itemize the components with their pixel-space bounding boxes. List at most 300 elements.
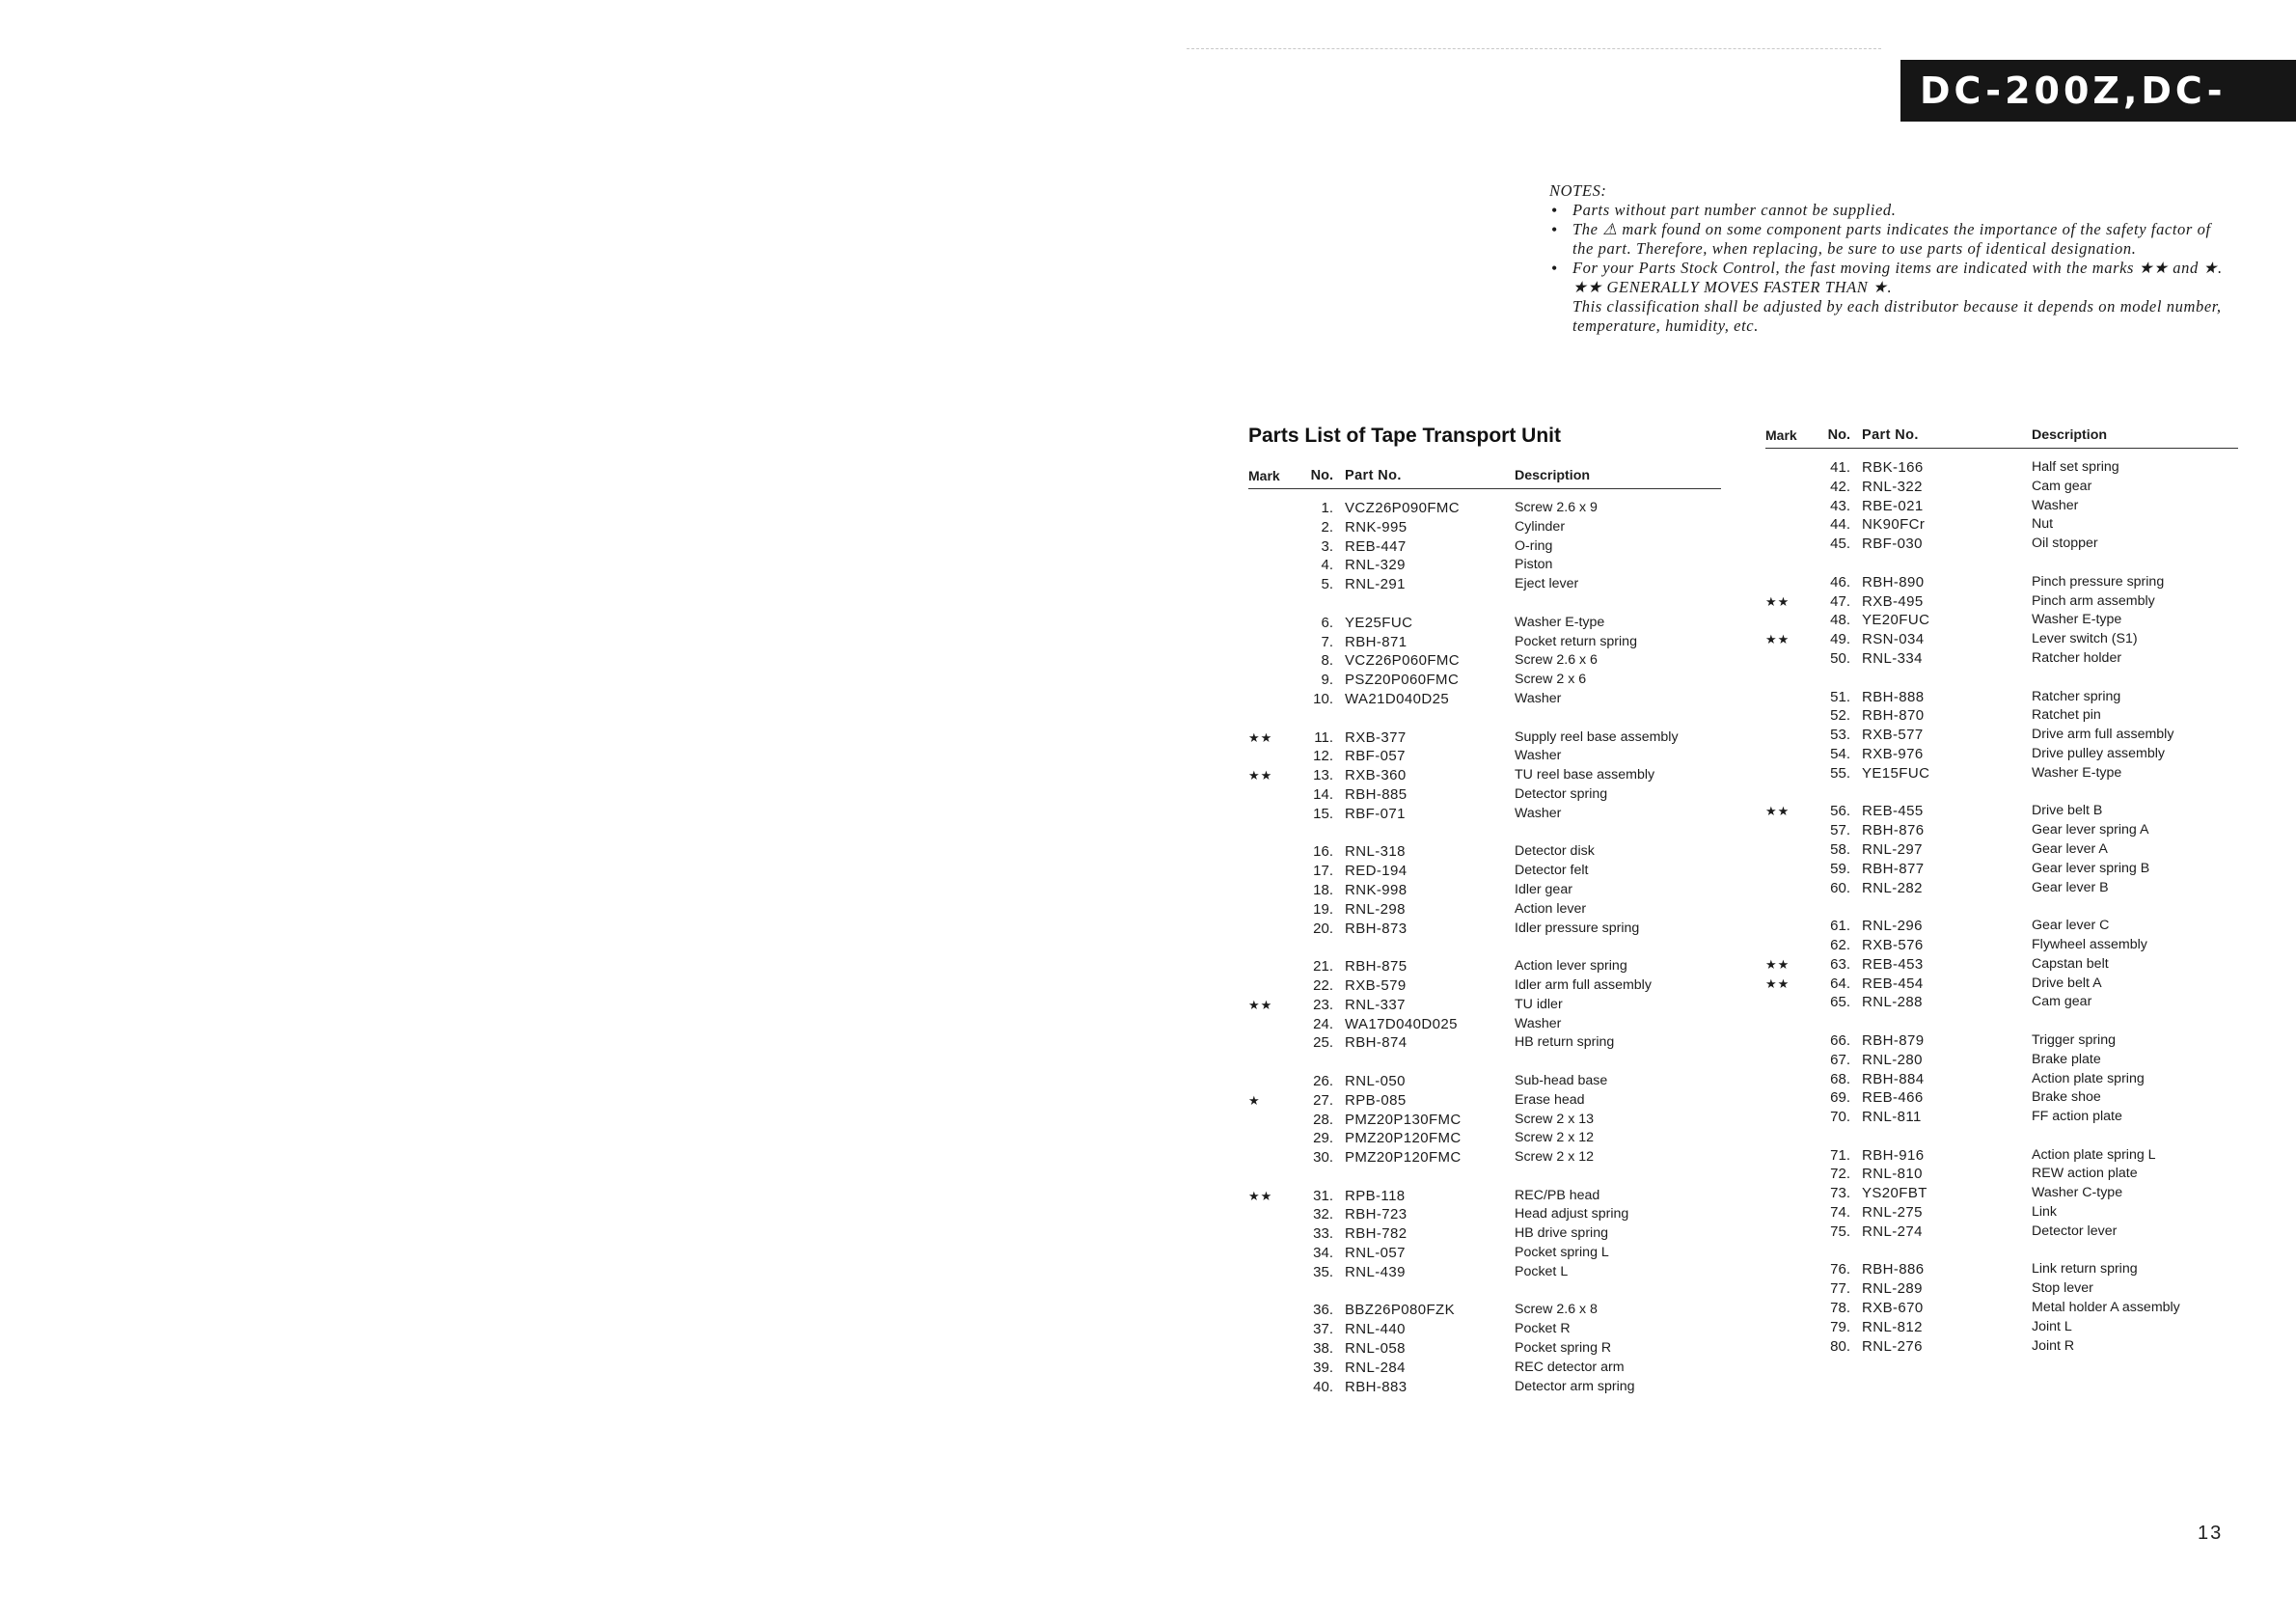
- row-number: 31.: [1313, 1187, 1333, 1204]
- row-description: Detector felt: [1515, 863, 1589, 879]
- row-description: Screw 2.6 x 9: [1515, 500, 1598, 515]
- row-part-number: NK90FCr: [1862, 516, 1926, 534]
- row-mark: ★★: [1765, 593, 1790, 609]
- row-mark: ★★: [1248, 1188, 1273, 1203]
- row-part-number: RBH-884: [1862, 1070, 1925, 1087]
- row-number: 63.: [1830, 955, 1850, 973]
- row-description: Washer: [1515, 748, 1562, 764]
- row-description: REW action plate: [2032, 1166, 2138, 1182]
- row-part-number: RNL-318: [1345, 843, 1406, 861]
- row-part-number: RNL-280: [1862, 1051, 1923, 1068]
- table-row: [1248, 518, 1721, 537]
- row-part-number: RNL-329: [1345, 557, 1406, 574]
- row-number: 51.: [1830, 688, 1850, 705]
- row-part-number: RBH-782: [1345, 1225, 1408, 1243]
- row-part-number: REB-447: [1345, 537, 1407, 555]
- note-sub-line: ★★ GENERALLY MOVES FASTER THAN ★.: [1572, 278, 1893, 296]
- row-part-number: RBH-876: [1862, 822, 1925, 839]
- row-number: 8.: [1321, 652, 1333, 670]
- row-number: 78.: [1830, 1300, 1850, 1317]
- row-number: 42.: [1830, 478, 1850, 495]
- row-description: Washer C-type: [2032, 1185, 2123, 1201]
- row-description: Screw 2 x 6: [1515, 672, 1587, 688]
- table-header: [1248, 467, 1721, 489]
- row-part-number: RBH-877: [1862, 860, 1925, 877]
- table-row: [1765, 1088, 2238, 1108]
- row-part-number: BBZ26P080FZK: [1345, 1302, 1456, 1319]
- table-row: [1765, 1146, 2238, 1166]
- row-number: 73.: [1830, 1185, 1850, 1202]
- notes-list: [1549, 201, 2229, 278]
- row-number: 54.: [1830, 745, 1850, 762]
- table-row: [1248, 881, 1721, 900]
- table-row: [1248, 1111, 1721, 1130]
- row-description: Pocket spring L: [1515, 1245, 1609, 1261]
- row-part-number: RNL-050: [1345, 1072, 1406, 1089]
- table-row: [1248, 785, 1721, 805]
- row-part-number: RNL-289: [1862, 1280, 1923, 1298]
- row-description: Action lever spring: [1515, 958, 1627, 975]
- row-description: Action lever: [1515, 900, 1587, 917]
- table-row: [1765, 1318, 2238, 1337]
- row-number: 7.: [1321, 633, 1333, 650]
- row-description: Supply reel base assembly: [1515, 728, 1679, 745]
- row-part-number: RNL-812: [1862, 1318, 1923, 1335]
- row-number: 57.: [1830, 822, 1850, 839]
- table-row: [1765, 764, 2238, 783]
- row-part-number: RSN-034: [1862, 631, 1925, 648]
- row-number: 68.: [1830, 1070, 1850, 1087]
- row-description: Washer: [1515, 1015, 1562, 1031]
- row-part-number: PSZ20P060FMC: [1345, 672, 1460, 689]
- row-number: 17.: [1313, 863, 1333, 880]
- table-row: [1248, 766, 1721, 785]
- row-description: Brake shoe: [2032, 1089, 2101, 1106]
- row-number: 62.: [1830, 936, 1850, 953]
- row-description: Washer: [2032, 497, 2079, 513]
- row-description: Washer: [1515, 690, 1562, 706]
- table-row: [1765, 917, 2238, 936]
- row-part-number: YE15FUC: [1862, 764, 1930, 782]
- row-number: 72.: [1830, 1166, 1850, 1183]
- row-number: 49.: [1830, 631, 1850, 648]
- row-part-number: YE20FUC: [1862, 612, 1930, 629]
- row-description: Screw 2 x 13: [1515, 1111, 1595, 1127]
- table-row: [1248, 728, 1721, 748]
- header-mark: Mark: [1765, 427, 1797, 443]
- table-row: [1765, 630, 2238, 649]
- notes-block: [1549, 181, 2229, 336]
- row-part-number: PMZ20P120FMC: [1345, 1130, 1462, 1147]
- table-row: [1248, 1033, 1721, 1053]
- row-part-number: RBF-057: [1345, 748, 1406, 765]
- row-description: Pocket L: [1515, 1263, 1569, 1279]
- model-banner: DC-200Z,DC-201Z: [1900, 60, 2296, 122]
- table-row: [1765, 1184, 2238, 1203]
- row-mark: ★★: [1765, 975, 1790, 991]
- row-part-number: RNL-058: [1345, 1340, 1406, 1358]
- row-description: TU idler: [1515, 996, 1563, 1012]
- table-row: [1248, 614, 1721, 633]
- row-number: 53.: [1830, 727, 1850, 744]
- row-number: 33.: [1313, 1225, 1333, 1243]
- row-part-number: RXB-377: [1345, 728, 1407, 746]
- row-number: 14.: [1313, 785, 1333, 803]
- row-number: 29.: [1313, 1130, 1333, 1147]
- header-desc: Description: [1515, 468, 1591, 483]
- row-number: 56.: [1830, 803, 1850, 820]
- row-number: 46.: [1830, 573, 1850, 591]
- row-description: Pocket R: [1515, 1321, 1571, 1337]
- row-part-number: RBH-723: [1345, 1206, 1408, 1223]
- row-description: Capstan belt: [2032, 955, 2109, 972]
- row-description: O-ring: [1515, 537, 1553, 554]
- table-row: [1248, 499, 1721, 518]
- row-part-number: RBH-883: [1345, 1378, 1408, 1395]
- table-row: [1765, 1299, 2238, 1318]
- table-row: [1765, 592, 2238, 612]
- row-number: 36.: [1313, 1302, 1333, 1319]
- table-row: [1765, 649, 2238, 669]
- row-description: Detector spring: [1515, 785, 1608, 802]
- row-part-number: RNL-282: [1862, 879, 1923, 896]
- row-number: 66.: [1830, 1031, 1850, 1049]
- row-part-number: RBH-873: [1345, 920, 1408, 937]
- table-row: [1765, 611, 2238, 630]
- row-part-number: RNL-057: [1345, 1245, 1406, 1262]
- table-row: [1765, 860, 2238, 879]
- row-part-number: RBH-875: [1345, 958, 1408, 975]
- row-number: 32.: [1313, 1206, 1333, 1223]
- row-description: Joint L: [2032, 1318, 2072, 1334]
- row-number: 2.: [1321, 518, 1333, 536]
- row-description: Nut: [2032, 516, 2054, 533]
- row-number: 44.: [1830, 516, 1850, 534]
- table-row: [1248, 996, 1721, 1015]
- row-description: Drive belt A: [2032, 975, 2102, 991]
- row-part-number: RNL-811: [1862, 1109, 1922, 1126]
- table-row: [1248, 556, 1721, 575]
- row-number: 10.: [1313, 690, 1333, 707]
- table-row: [1765, 975, 2238, 994]
- row-mark: ★★: [1765, 804, 1790, 819]
- row-description: HB return spring: [1515, 1034, 1615, 1051]
- row-number: 18.: [1313, 881, 1333, 898]
- row-part-number: RXB-495: [1862, 592, 1924, 610]
- row-number: 40.: [1313, 1378, 1333, 1395]
- row-description: Washer E-type: [2032, 764, 2122, 781]
- row-description: Oil stopper: [2032, 536, 2098, 552]
- table-row: [1248, 1359, 1721, 1378]
- row-part-number: RBH-885: [1345, 785, 1408, 803]
- table-row: [1765, 745, 2238, 764]
- table-row: [1765, 840, 2238, 860]
- table-row: [1765, 821, 2238, 840]
- row-description: Washer: [1515, 805, 1562, 821]
- row-part-number: RBH-888: [1862, 688, 1925, 705]
- table-row: [1248, 1320, 1721, 1339]
- table-row: [1248, 1187, 1721, 1206]
- table-row: [1765, 706, 2238, 726]
- table-row: [1248, 805, 1721, 824]
- table-row: [1765, 1070, 2238, 1089]
- row-number: 70.: [1830, 1109, 1850, 1126]
- row-description: Action plate spring: [2032, 1070, 2145, 1086]
- row-description: Stop lever: [2032, 1280, 2093, 1297]
- row-number: 21.: [1313, 958, 1333, 975]
- table-row: [1765, 573, 2238, 592]
- row-part-number: RBE-021: [1862, 497, 1924, 514]
- row-part-number: RBH-916: [1862, 1146, 1925, 1164]
- parts-table-left: [1248, 467, 1721, 1396]
- header-part: Part No.: [1862, 427, 1919, 443]
- row-number: 30.: [1313, 1149, 1333, 1167]
- row-description: Ratcher holder: [2032, 649, 2122, 666]
- table-row: [1765, 879, 2238, 898]
- table-row: [1248, 1339, 1721, 1359]
- table-row: [1765, 936, 2238, 955]
- row-description: Idler gear: [1515, 881, 1572, 897]
- row-number: 25.: [1313, 1034, 1333, 1052]
- table-row: [1765, 1279, 2238, 1299]
- row-part-number: REB-454: [1862, 975, 1924, 992]
- row-description: Screw 2.6 x 8: [1515, 1302, 1598, 1318]
- table-row: [1765, 1165, 2238, 1184]
- row-part-number: RBH-871: [1345, 633, 1408, 650]
- table-row: [1248, 651, 1721, 671]
- table-row: [1765, 458, 2238, 478]
- row-number: 75.: [1830, 1223, 1850, 1240]
- row-description: Gear lever spring B: [2032, 860, 2150, 876]
- row-number: 50.: [1830, 649, 1850, 667]
- table-row: [1765, 993, 2238, 1012]
- row-part-number: REB-455: [1862, 803, 1924, 820]
- row-number: 55.: [1830, 764, 1850, 782]
- row-part-number: WA21D040D25: [1345, 690, 1450, 707]
- row-description: Drive pulley assembly: [2032, 745, 2165, 761]
- row-number: 26.: [1313, 1072, 1333, 1089]
- row-mark: ★★: [1765, 956, 1790, 972]
- row-part-number: RNL-284: [1345, 1359, 1406, 1376]
- table-row: [1248, 575, 1721, 594]
- row-description: Screw 2.6 x 6: [1515, 652, 1598, 669]
- row-description: Action plate spring L: [2032, 1146, 2156, 1163]
- row-description: Link return spring: [2032, 1261, 2138, 1278]
- parts-table-right: [1765, 426, 2238, 1356]
- row-description: Drive arm full assembly: [2032, 727, 2174, 743]
- row-part-number: RNL-334: [1862, 649, 1923, 667]
- row-part-number: RNL-275: [1862, 1204, 1923, 1222]
- row-part-number: RXB-670: [1862, 1300, 1924, 1317]
- row-number: 77.: [1830, 1280, 1850, 1298]
- row-part-number: PMZ20P130FMC: [1345, 1111, 1462, 1128]
- table-row: [1765, 688, 2238, 707]
- row-description: Detector lever: [2032, 1223, 2118, 1239]
- row-part-number: RPB-085: [1345, 1091, 1407, 1109]
- row-number: 67.: [1830, 1051, 1850, 1068]
- row-part-number: RBK-166: [1862, 459, 1924, 476]
- row-description: Trigger spring: [2032, 1031, 2116, 1048]
- table-row: [1765, 1108, 2238, 1127]
- row-part-number: VCZ26P090FMC: [1345, 500, 1461, 516]
- row-number: 23.: [1313, 996, 1333, 1013]
- table-row: [1248, 671, 1721, 690]
- row-number: 4.: [1321, 557, 1333, 574]
- table-row: [1765, 1223, 2238, 1242]
- row-description: Gear lever C: [2032, 918, 2110, 934]
- row-part-number: RBF-071: [1345, 805, 1406, 822]
- table-row: [1248, 1224, 1721, 1244]
- row-part-number: RBH-890: [1862, 573, 1925, 591]
- row-number: 79.: [1830, 1318, 1850, 1335]
- row-number: 61.: [1830, 918, 1850, 935]
- row-number: 64.: [1830, 975, 1850, 992]
- row-number: 80.: [1830, 1337, 1850, 1355]
- row-description: TU reel base assembly: [1515, 767, 1655, 783]
- row-description: HB drive spring: [1515, 1225, 1608, 1242]
- table-row: [1765, 497, 2238, 516]
- row-description: Drive belt B: [2032, 803, 2103, 819]
- row-number: 20.: [1313, 920, 1333, 937]
- row-description: Washer E-type: [2032, 612, 2122, 628]
- table-row: [1765, 1051, 2238, 1070]
- row-part-number: RED-194: [1345, 863, 1408, 880]
- row-number: 27.: [1313, 1091, 1333, 1109]
- row-part-number: YE25FUC: [1345, 614, 1413, 631]
- row-description: Screw 2 x 12: [1515, 1130, 1595, 1146]
- parts-list-title: Parts List of Tape Transport Unit: [1248, 425, 1561, 447]
- row-description: Washer E-type: [1515, 614, 1605, 630]
- row-description: Pocket spring R: [1515, 1340, 1612, 1357]
- header-desc: Description: [2032, 427, 2108, 443]
- table-row: [1765, 478, 2238, 497]
- table-row: [1248, 900, 1721, 920]
- row-number: 74.: [1830, 1204, 1850, 1222]
- row-number: 37.: [1313, 1321, 1333, 1338]
- table-row: [1248, 633, 1721, 652]
- scan-artifact-line: [1187, 48, 1881, 53]
- row-part-number: RNL-440: [1345, 1321, 1406, 1338]
- row-description: Half set spring: [2032, 459, 2119, 475]
- table-row: [1248, 690, 1721, 709]
- row-part-number: WA17D040D025: [1345, 1015, 1458, 1032]
- row-description: Sub-head base: [1515, 1072, 1608, 1088]
- table-row: [1765, 1031, 2238, 1051]
- row-part-number: RNL-276: [1862, 1337, 1923, 1355]
- note-item: • Parts without part number cannot be supplied.: [1549, 201, 2229, 220]
- table-row: [1248, 842, 1721, 862]
- table-row: [1248, 747, 1721, 766]
- row-description: FF action plate: [2032, 1109, 2122, 1125]
- row-description: Pinch pressure spring: [2032, 573, 2165, 590]
- row-number: 39.: [1313, 1359, 1333, 1376]
- row-mark: ★★: [1248, 997, 1273, 1012]
- row-number: 41.: [1830, 459, 1850, 476]
- table-row: [1248, 957, 1721, 976]
- row-description: Piston: [1515, 557, 1553, 573]
- row-description: Metal holder A assembly: [2032, 1300, 2180, 1316]
- row-part-number: PMZ20P120FMC: [1345, 1149, 1462, 1167]
- row-part-number: RNL-297: [1862, 840, 1923, 858]
- row-number: 22.: [1313, 976, 1333, 994]
- row-description: REC/PB head: [1515, 1187, 1600, 1203]
- row-description: Pocket return spring: [1515, 633, 1637, 649]
- row-mark: ★: [1248, 1092, 1261, 1108]
- note-item: • The ⚠ mark found on some component parts indicates the importance of the safety factor of the part. Therefore, when replacing, be sure to use parts of identical designation.: [1549, 220, 2229, 259]
- notes-heading: NOTES:: [1549, 181, 1607, 200]
- row-number: 76.: [1830, 1261, 1850, 1278]
- table-row: [1248, 862, 1721, 881]
- row-description: Detector disk: [1515, 843, 1595, 860]
- row-description: Gear lever B: [2032, 879, 2109, 895]
- row-number: 1.: [1321, 500, 1333, 516]
- table-row: [1248, 1129, 1721, 1148]
- row-number: 15.: [1313, 805, 1333, 822]
- row-description: Eject lever: [1515, 576, 1579, 592]
- row-number: 52.: [1830, 707, 1850, 725]
- row-number: 16.: [1313, 843, 1333, 861]
- table-row: [1248, 920, 1721, 939]
- note-sub-line: This classification shall be adjusted by each distributor because it depends on model number, temperature, humidity, etc.: [1572, 297, 2222, 335]
- header-no: No.: [1827, 427, 1850, 443]
- row-part-number: RPB-118: [1345, 1187, 1406, 1204]
- row-number: 6.: [1321, 614, 1333, 631]
- row-description: Brake plate: [2032, 1051, 2101, 1067]
- row-description: Idler pressure spring: [1515, 920, 1640, 936]
- row-number: 48.: [1830, 612, 1850, 629]
- row-part-number: RNL-298: [1345, 900, 1406, 918]
- row-part-number: RBH-886: [1862, 1261, 1925, 1278]
- row-description: Erase head: [1515, 1091, 1585, 1108]
- row-description: Link: [2032, 1204, 2058, 1221]
- row-part-number: RBF-030: [1862, 536, 1923, 553]
- row-number: 38.: [1313, 1340, 1333, 1358]
- header-no: No.: [1310, 468, 1333, 483]
- table-row: [1248, 1091, 1721, 1111]
- table-header: [1765, 426, 2238, 449]
- row-description: Cam gear: [2032, 478, 2092, 494]
- table-row: [1248, 537, 1721, 557]
- row-description: REC detector arm: [1515, 1359, 1625, 1375]
- table-row: [1765, 1337, 2238, 1357]
- row-part-number: RNK-995: [1345, 518, 1408, 536]
- row-number: 12.: [1313, 748, 1333, 765]
- row-number: 59.: [1830, 860, 1850, 877]
- row-part-number: RBH-874: [1345, 1034, 1408, 1052]
- row-description: Cylinder: [1515, 518, 1566, 535]
- table-row: [1248, 1301, 1721, 1320]
- row-description: Detector arm spring: [1515, 1378, 1635, 1394]
- page-number: 13: [2198, 1523, 2224, 1544]
- row-part-number: YS20FBT: [1862, 1185, 1927, 1202]
- row-number: 5.: [1321, 576, 1333, 593]
- table-row: [1765, 802, 2238, 821]
- row-description: Joint R: [2032, 1337, 2075, 1354]
- row-part-number: RNL-810: [1862, 1166, 1923, 1183]
- table-row: [1765, 955, 2238, 975]
- row-part-number: REB-453: [1862, 955, 1924, 973]
- row-part-number: RBH-870: [1862, 707, 1925, 725]
- row-part-number: RNL-296: [1862, 918, 1923, 935]
- table-row: [1248, 976, 1721, 996]
- row-number: 24.: [1313, 1015, 1333, 1032]
- row-part-number: RXB-577: [1862, 727, 1924, 744]
- row-number: 9.: [1321, 672, 1333, 689]
- table-row: [1765, 535, 2238, 554]
- row-number: 34.: [1313, 1245, 1333, 1262]
- row-part-number: RNL-291: [1345, 576, 1406, 593]
- row-number: 13.: [1313, 767, 1333, 784]
